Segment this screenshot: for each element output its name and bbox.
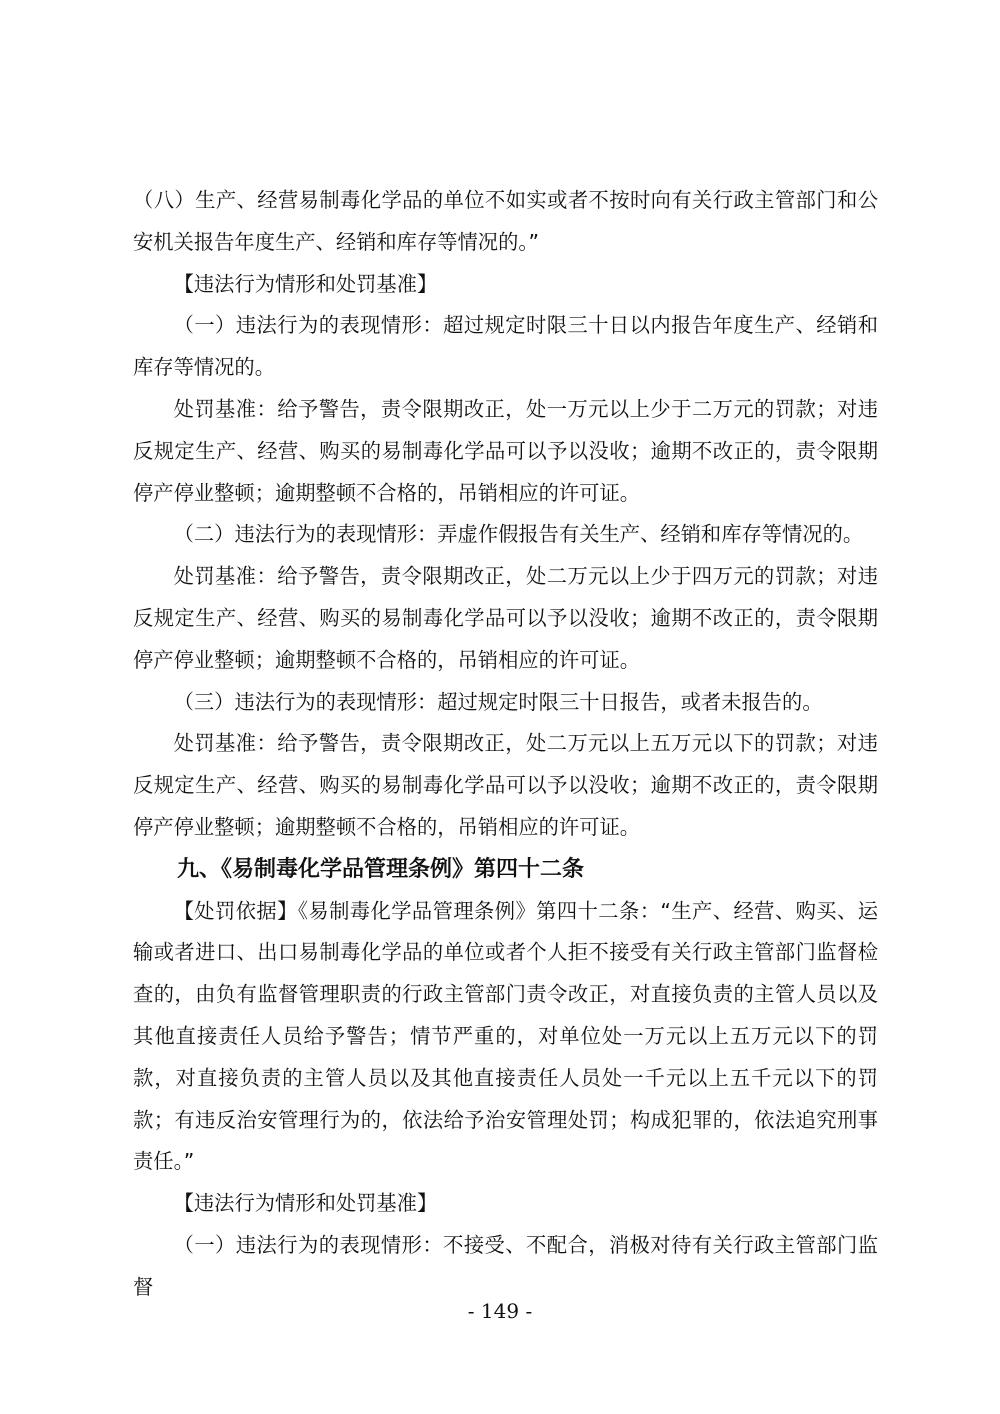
section-label-violations: 【违法行为情形和处罚基准】 bbox=[173, 271, 438, 296]
section-label-violations-2: 【违法行为情形和处罚基准】 bbox=[173, 1191, 438, 1216]
penalty-standard-3: 处罚基准：给予警告，责令限期改正，处二万元以上五万元以下的罚款；对违反规定生产、经营、购买的易制毒化学品可以予以没收；逾期不改正的，责令限期停产停业整顿；逾期整顿不合格的，吊销相应的许可证。 bbox=[133, 731, 878, 839]
violation-case-1: （一）违法行为的表现情形：超过规定时限三十日以内报告年度生产、经销和库存等情况的。 bbox=[133, 313, 878, 380]
violation-case-2: （二）违法行为的表现情形：弄虚作假报告有关生产、经销和库存等情况的。 bbox=[173, 522, 864, 547]
penalty-standard-2: 处罚基准：给予警告，责令限期改正，处二万元以上少于四万元的罚款；对违反规定生产、经营、购买的易制毒化学品可以予以没收；逾期不改正的，责令限期停产停业整顿；逾期整顿不合格的，吊销相应的许可证。 bbox=[133, 564, 878, 672]
penalty-basis: 【处罚依据】《易制毒化学品管理条例》第四十二条：“生产、经营、购买、运输或者进口、出口易制毒化学品的单位或者个人拒不接受有关行政主管部门监督检查的，由负有监督管理职责的行政主管部门责令改正，对直接负责的主管人员以及其他直接责任人员给予警告；情节严重的，对单位处一万元以上五万元以下的罚款，对直接负责的主管人员以及其他直接责任人员处一千元以上五千元以下的罚款；有违反治安管理行为的，依法给予治安管理处罚；构成犯罪的，依法追究刑事责任。” bbox=[133, 898, 878, 1174]
violation-case-3: （三）违法行为的表现情形：超过规定时限三十日报告，或者未报告的。 bbox=[173, 689, 823, 714]
section-heading-article-42: 九、《易制毒化学品管理条例》第四十二条 bbox=[177, 855, 585, 882]
paragraph-item-8: （八）生产、经营易制毒化学品的单位不如实或者不按时向有关行政主管部门和公安机关报告年度生产、经销和库存等情况的。” bbox=[133, 188, 878, 254]
page-number: - 149 - bbox=[467, 1299, 533, 1323]
body-text bbox=[133, 180, 878, 1309]
violation-case-1-article-42: （一）违法行为的表现情形：不接受、不配合，消极对待有关行政主管部门监督 bbox=[133, 1232, 878, 1299]
penalty-standard-1: 处罚基准：给予警告，责令限期改正，处一万元以上少于二万元的罚款；对违反规定生产、经营、购买的易制毒化学品可以予以没收；逾期不改正的，责令限期停产停业整顿；逾期整顿不合格的，吊销相应的许可证。 bbox=[133, 396, 878, 505]
